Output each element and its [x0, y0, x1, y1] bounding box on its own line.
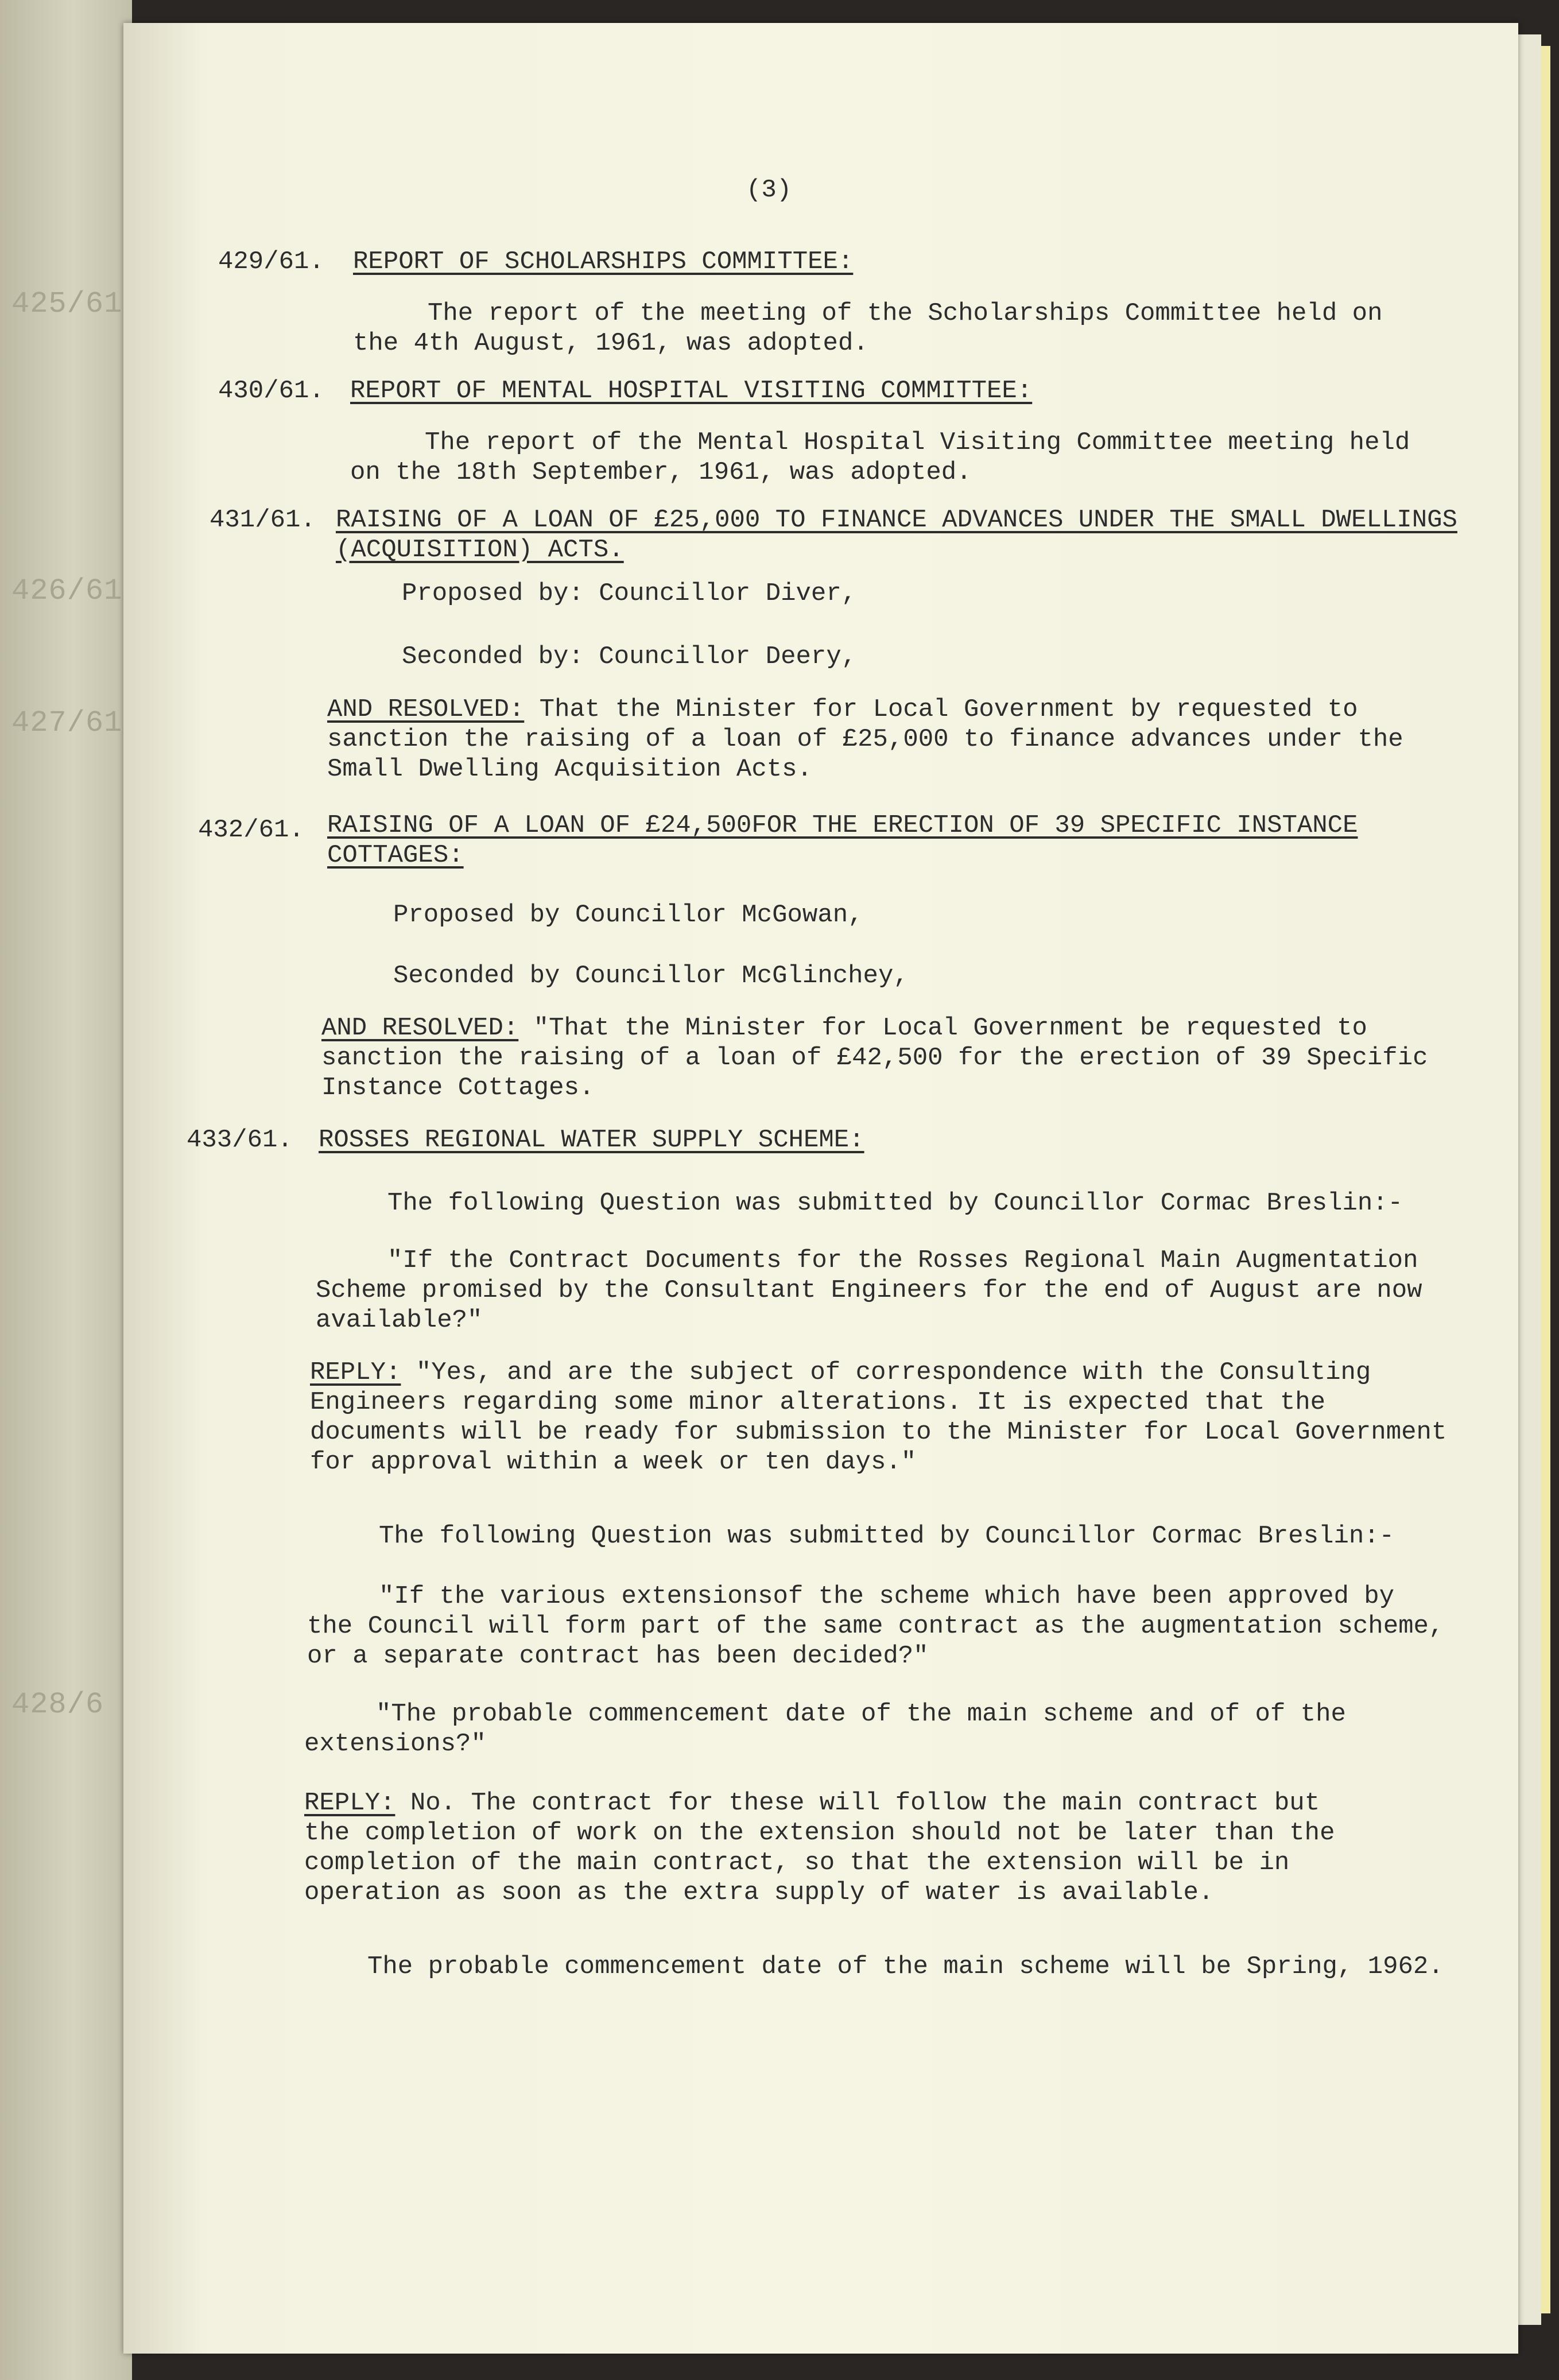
resolution	[327, 695, 1403, 784]
margin-ghost-number: 426/61	[11, 574, 123, 608]
item-heading: RAISING OF A LOAN OF £25,000 TO FINANCE ADVANCES UNDER THE SMALL DWELLINGS	[336, 506, 1457, 534]
seconded-by: Seconded by: Councillor Deery,	[402, 642, 857, 671]
closing-statement: The probable commencement date of the main scheme will be Spring, 1962.	[367, 1952, 1444, 1981]
reply	[310, 1358, 1446, 1477]
margin-ghost-number: 425/61	[11, 287, 123, 321]
page-number: (3)	[746, 176, 792, 204]
reply-text: No. The contract for these will follow the main contract but the completion of work on the extension should not be later than the completion of the main contract, so that the extension will be in operation as soon as the extra supply of water is available.	[304, 1789, 1335, 1907]
reply-label: REPLY:	[310, 1358, 401, 1387]
question-text: "If the Contract Documents for the Rosses Regional Main Augmentation Scheme promised by the Consultant Engineers for the end of August are now available?"	[316, 1246, 1422, 1335]
question-text: "If the various extensionsof the scheme which have been approved by the Council will form part of the same contract as the augmentation scheme, or a separate contract has been decided?"	[307, 1582, 1444, 1670]
reply-label: REPLY:	[304, 1789, 395, 1817]
page-edge-yellow	[1541, 46, 1550, 2313]
proposed-by: Proposed by Councillor McGowan,	[393, 901, 863, 929]
resolved-label: AND RESOLVED:	[327, 695, 525, 724]
item-number: 433/61.	[187, 1126, 293, 1154]
item-number: 429/61.	[218, 247, 324, 276]
reply	[304, 1788, 1335, 1908]
item-number: 432/61.	[198, 816, 304, 844]
document-page	[123, 23, 1518, 2354]
page-edge	[1518, 34, 1541, 2325]
item-number: 431/61.	[210, 506, 316, 534]
resolved-text: "That the Minister for Local Government be requested to sanction the raising of a loan of £42,500 for the erection of 39 Specific Instance Cottages.	[321, 1014, 1428, 1102]
item-body: The report of the Mental Hospital Visiting Committee meeting held on the 18th September, 1961, was adopted.	[350, 428, 1410, 487]
item-heading: REPORT OF SCHOLARSHIPS COMMITTEE:	[353, 247, 854, 276]
resolution	[321, 1013, 1428, 1103]
margin-ghost-number: 427/61	[11, 706, 123, 740]
reply-text: "Yes, and are the subject of correspondence with the Consulting Engineers regarding some minor alterations. It is expected that the documents will be ready for submission to the Minister for Local Government for approval within a week or ten days."	[310, 1358, 1447, 1476]
item-number: 430/61.	[218, 377, 324, 405]
question-intro: The following Question was submitted by Councillor Cormac Breslin:-	[387, 1189, 1403, 1218]
resolved-text: That the Minister for Local Government by requested to sanction the raising of a loan of £25,000 to finance advances under the Small Dwelling Acquisition Acts.	[327, 695, 1403, 784]
question-text: "The probable commencement date of the main scheme and of of the extensions?"	[304, 1700, 1346, 1758]
proposed-by: Proposed by: Councillor Diver,	[402, 579, 857, 608]
item-heading: RAISING OF A LOAN OF £24,500FOR THE ERECTION OF 39 SPECIFIC INSTANCE	[327, 811, 1358, 840]
item-heading-continued: COTTAGES:	[327, 841, 464, 870]
resolved-label: AND RESOLVED:	[321, 1014, 519, 1042]
question-intro: The following Question was submitted by Councillor Cormac Breslin:-	[379, 1522, 1395, 1551]
item-body: The report of the meeting of the Scholarships Committee held on the 4th August, 1961, was adopted.	[353, 299, 1383, 358]
seconded-by: Seconded by Councillor McGlinchey,	[393, 962, 909, 990]
item-heading: REPORT OF MENTAL HOSPITAL VISITING COMMITTEE:	[350, 377, 1033, 405]
item-heading-continued: (ACQUISITION) ACTS.	[336, 536, 624, 564]
margin-ghost-number: 428/6	[11, 1688, 104, 1722]
binding-strip	[0, 0, 132, 2380]
item-heading: ROSSES REGIONAL WATER SUPPLY SCHEME:	[319, 1126, 864, 1154]
